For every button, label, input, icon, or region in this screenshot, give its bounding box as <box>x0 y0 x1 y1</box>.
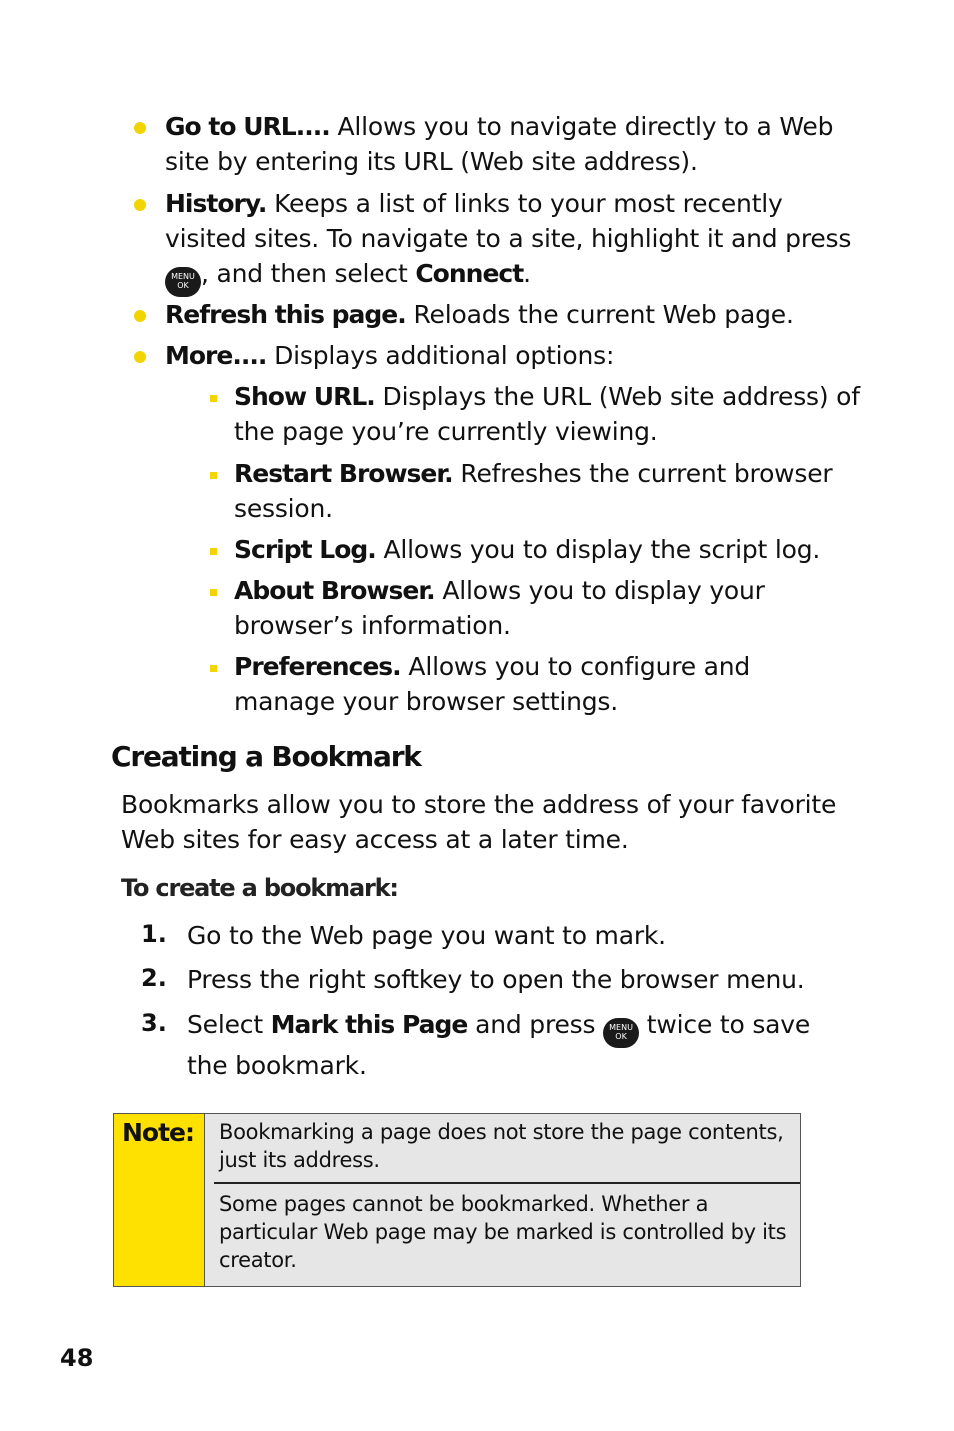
sub-bullet-marker <box>210 395 217 402</box>
menu-key-line1: MENU <box>609 1023 633 1032</box>
bullet-marker <box>134 199 146 211</box>
step-text-part: and press <box>467 1010 604 1039</box>
menu-key-line2: OK <box>615 1032 627 1041</box>
bullet-term: More.... <box>165 341 267 370</box>
bullet-emphasis: Connect <box>415 259 524 288</box>
note-label-cell <box>114 1114 205 1286</box>
note-divider <box>214 1182 800 1184</box>
sub-bullet-text: Displays the URL (Web site address) of the page you’re currently viewing. <box>234 382 860 446</box>
bullet-term: Go to URL.... <box>165 112 330 141</box>
procedure-subheading: To create a bookmark: <box>121 874 398 902</box>
sub-bullet-script-log <box>234 532 874 567</box>
menu-key-line2: OK <box>177 281 189 290</box>
sub-bullet-restart-browser <box>234 456 834 526</box>
sub-bullet-term: Restart Browser. <box>234 459 453 488</box>
step-number: 3. <box>141 1009 167 1037</box>
bullet-text: Keeps a list of links to your most recently visited sites. To navigate to a site, highlight it and press <box>165 189 852 253</box>
bullet-text: Allows you to navigate directly to a Web site by entering its URL (Web site address). <box>165 112 834 176</box>
step-text: Press the right softkey to open the browser menu. <box>187 965 805 994</box>
bullet-refresh <box>165 297 865 332</box>
bullet-text: . <box>523 259 531 288</box>
sub-bullet-show-url <box>234 379 874 449</box>
page-number: 48 <box>60 1344 94 1372</box>
bullet-term: History. <box>165 189 267 218</box>
menu-key-line1: MENU <box>171 272 195 281</box>
menu-ok-key-icon <box>165 267 201 297</box>
step-text-part: Select <box>187 1010 271 1039</box>
sub-bullet-text: Refreshes the current browser session. <box>234 459 833 523</box>
bullet-term: Refresh this page. <box>165 300 406 329</box>
sub-bullet-about-browser <box>234 573 874 643</box>
sub-bullet-marker <box>210 548 217 555</box>
sub-bullet-text: Allows you to display your browser’s information. <box>234 576 765 640</box>
menu-ok-key-icon <box>603 1018 639 1048</box>
bullet-text: , and then select <box>201 259 416 288</box>
bullet-go-to-url <box>165 109 865 179</box>
sub-bullet-text: Allows you to display the script log. <box>375 535 821 564</box>
step-text <box>187 1007 847 1083</box>
bullet-marker <box>134 122 146 134</box>
sub-bullet-term: Preferences. <box>234 652 401 681</box>
sub-bullet-text: Allows you to configure and manage your browser settings. <box>234 652 751 716</box>
step-emphasis: Mark this Page <box>270 1010 468 1039</box>
sub-bullet-term: Script Log. <box>234 535 376 564</box>
bullet-history <box>165 186 865 297</box>
step-text-part: twice to save the bookmark. <box>187 1010 811 1080</box>
note-box <box>113 1113 801 1287</box>
sub-bullet-term: Show URL. <box>234 382 375 411</box>
section-heading: Creating a Bookmark <box>111 740 421 773</box>
note-item: Some pages cannot be bookmarked. Whether a particular Web page may be marked is controlled by its creator. <box>219 1192 787 1272</box>
bullet-text: Reloads the current Web page. <box>405 300 794 329</box>
bullet-marker <box>134 351 146 363</box>
note-label: Note: <box>122 1118 195 1147</box>
bullet-more <box>165 338 865 373</box>
step-number: 1. <box>141 920 167 948</box>
sub-bullet-term: About Browser. <box>234 576 435 605</box>
bullet-text: Displays additional options: <box>266 341 615 370</box>
section-intro: Bookmarks allow you to store the address of your favorite Web sites for easy access at a later time. <box>121 790 837 854</box>
sub-bullet-preferences <box>234 649 854 719</box>
step-text: Go to the Web page you want to mark. <box>187 921 666 950</box>
bullet-marker <box>134 310 146 322</box>
sub-bullet-marker <box>210 665 217 672</box>
step-number: 2. <box>141 964 167 992</box>
note-item: Bookmarking a page does not store the page contents, just its address. <box>219 1120 784 1172</box>
sub-bullet-marker <box>210 589 217 596</box>
sub-bullet-marker <box>210 472 217 479</box>
